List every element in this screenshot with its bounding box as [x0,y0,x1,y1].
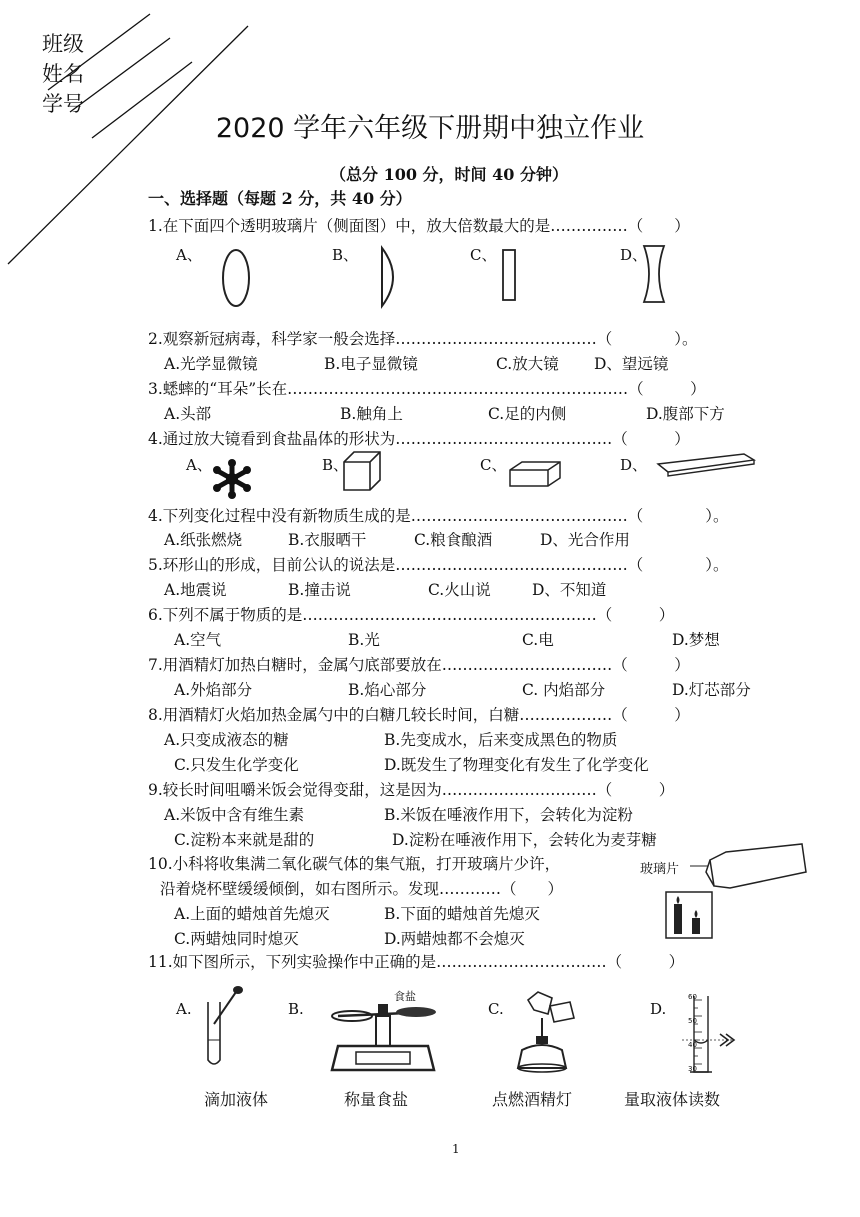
q3-option-b: B.触角上 [340,405,403,423]
q1-label-c: C、 [470,246,497,264]
q2-option-a: A.光学显微镜 [164,355,258,373]
concave-lens-icon [640,244,670,306]
biconvex-lens-icon [220,248,256,310]
balance-scale-icon [318,984,448,1080]
cylinder-tick-40: 40 [688,1041,697,1049]
co2-pouring-diagram [660,842,810,942]
subtitle: （总分 100 分，时间 40 分钟） [330,165,568,184]
q11-caption-c: 点燃酒精灯 [492,1090,573,1109]
q6-option-a: A.空气 [174,631,222,649]
question-1: 1.在下面四个透明玻璃片（侧面图）中，放大倍数最大的是……………（ ） [148,217,690,235]
q6-option-b: B.光 [348,631,380,649]
q10-option-c: C.两蜡烛同时熄灭 [174,930,299,948]
q8-option-b: B.先变成水，后来变成黑色的物质 [384,731,618,749]
q9-option-b: B.米饭在唾液作用下，会转化为淀粉 [384,806,633,824]
cylinder-tick-50: 50 [688,1017,697,1025]
q4-label-c: C、 [480,456,507,474]
q1-label-b: B、 [332,246,359,264]
q2-option-c: C.放大镜 [496,355,559,373]
flat-box-crystal-icon [506,458,566,490]
q9-option-c: C.淀粉本来就是甜的 [174,831,315,849]
q7-option-a: A.外焰部分 [174,681,253,699]
flat-glass-icon [500,248,520,304]
q4-label-a: A、 [186,456,212,474]
glass-plate-label: 玻璃片 [640,862,680,877]
question-9: 9.较长时间咀嚼米饭会觉得变甜，这是因为…………………………（ ） [148,781,675,799]
q4-label-d: D、 [620,456,648,474]
q8-option-a: A.只变成液态的糖 [164,731,289,749]
q2-option-d: D、望远镜 [594,355,669,373]
question-11: 11.如下图所示，下列实验操作中正确的是……………………………（ ） [148,953,685,971]
plano-convex-lens-icon [378,246,408,310]
q11-caption-b: 称量食盐 [344,1090,409,1109]
q10-option-a: A.上面的蜡烛首先熄灭 [174,905,330,923]
q4b-option-c: C.粮食酿酒 [414,531,493,549]
q4-label-b: B、 [322,456,349,474]
class-label: 班级 [42,32,84,56]
q7-option-c: C. 内焰部分 [522,681,606,699]
q5-option-c: C.火山说 [428,581,491,599]
graduated-cylinder-icon [676,994,742,1078]
balance-salt-label: 食盐 [394,990,416,1003]
cylinder-tick-30: 30 [688,1065,697,1073]
q3-option-a: A.头部 [164,405,212,423]
q8-option-c: C.只发生化学变化 [174,756,299,774]
q6-option-c: C.电 [522,631,554,649]
cylinder-tick-60: 60 [688,993,697,1001]
question-10-line2: 沿着烧杯壁缓缓倾倒，如右图所示。发现…………（ ） [160,880,564,898]
q11-label-c: C. [488,1000,504,1018]
rod-crystal-icon [654,450,758,478]
snowflake-crystal-icon [208,458,256,500]
alcohol-lamp-icon [500,988,584,1076]
q11-label-b: B. [288,1000,304,1018]
question-4: 4.通过放大镜看到食盐晶体的形状为……………………………………（ ） [148,430,690,448]
dropper-test-tube-icon [200,984,250,1070]
q3-option-c: C.足的内侧 [488,405,567,423]
q10-option-d: D.两蜡烛都不会熄灭 [384,930,525,948]
cube-crystal-icon [340,450,384,496]
q11-label-d: D. [650,1000,667,1018]
name-label: 姓名 [42,62,84,86]
q4b-option-d: D、光合作用 [540,531,630,549]
q5-option-a: A.地震说 [164,581,227,599]
q4b-option-b: B.衣服晒干 [288,531,367,549]
q5-option-b: B.撞击说 [288,581,351,599]
q9-option-a: A.米饭中含有维生素 [164,806,305,824]
q11-label-a: A. [176,1000,192,1018]
question-8: 8.用酒精灯火焰加热金属勺中的白糖几较长时间，白糖………………（ ） [148,706,690,724]
q2-option-b: B.电子显微镜 [324,355,418,373]
q1-label-d: D、 [620,246,648,264]
question-5: 5.环形山的形成，目前公认的说法是………………………………………（ ）。 [148,556,729,574]
student-id-label: 学号 [42,92,84,116]
q9-option-d: D.淀粉在唾液作用下，会转化为麦芽糖 [392,831,657,849]
q1-label-a: A、 [176,246,202,264]
q10-option-b: B.下面的蜡烛首先熄灭 [384,905,540,923]
q6-option-d: D.梦想 [672,631,720,649]
q7-option-b: B.焰心部分 [348,681,427,699]
q4b-option-a: A.纸张燃烧 [164,531,243,549]
page-title: 2020 学年六年级下册期中独立作业 [215,113,645,144]
q11-caption-a: 滴加液体 [204,1090,269,1109]
q11-caption-d: 量取液体读数 [624,1090,721,1109]
section-title: 一、选择题（每题 2 分，共 40 分） [148,189,412,208]
page-number: 1 [452,1142,460,1156]
question-3: 3.蟋蟀的“耳朵”长在…………………………………………………………（ ） [148,380,706,398]
question-10: 10.小科将收集满二氧化碳气体的集气瓶，打开玻璃片少许， [148,855,561,873]
question-4b: 4.下列变化过程中没有新物质生成的是……………………………………（ ）。 [148,507,729,525]
q5-option-d: D、不知道 [532,581,607,599]
question-7: 7.用酒精灯加热白糖时，金属勺底部要放在……………………………（ ） [148,656,690,674]
q3-option-d: D.腹部下方 [646,405,725,423]
q8-option-d: D.既发生了物理变化有发生了化学变化 [384,756,649,774]
question-2: 2.观察新冠病毒，科学家一般会选择…………………………………（ ）。 [148,330,698,348]
question-6: 6.下列不属于物质的是…………………………………………………（ ） [148,606,675,624]
q7-option-d: D.灯芯部分 [672,681,751,699]
